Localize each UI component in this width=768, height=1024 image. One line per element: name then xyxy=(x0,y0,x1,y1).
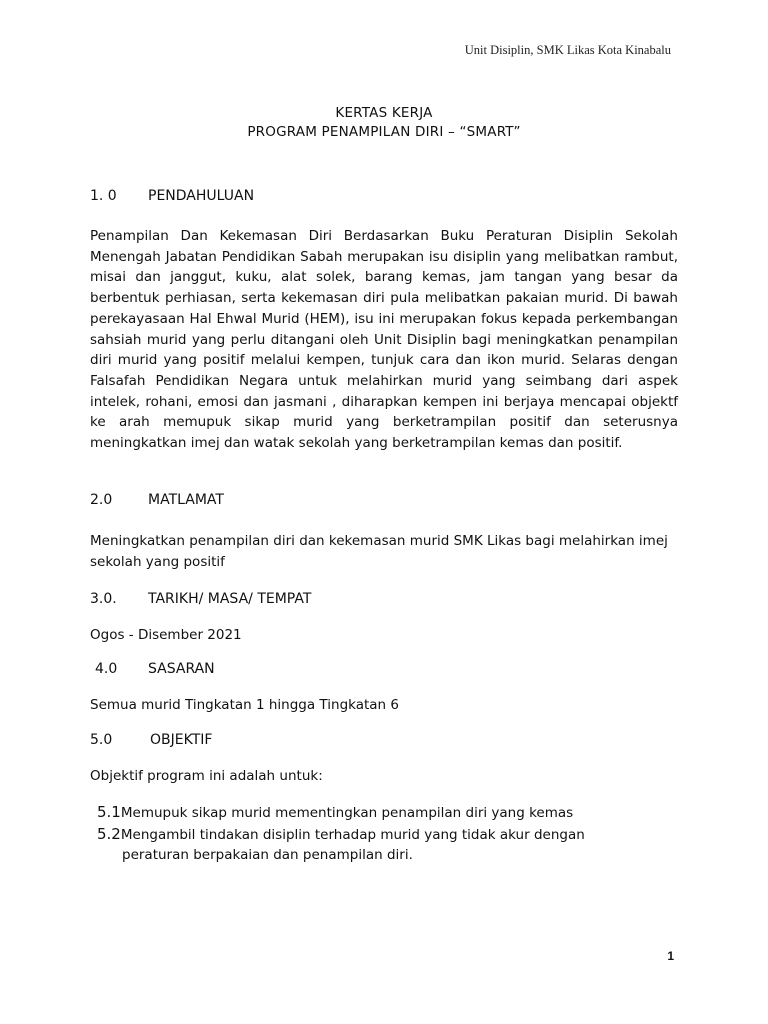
section-heading-pendahuluan xyxy=(90,188,254,204)
running-header: Unit Disiplin, SMK Likas Kota Kinabalu xyxy=(464,43,671,57)
page-number: 1 xyxy=(667,949,674,963)
section-heading-matlamat xyxy=(90,492,224,508)
section-title: OBJEKTIF xyxy=(150,732,213,748)
section-title: TARIKH/ MASA/ TEMPAT xyxy=(148,591,312,607)
section-body-pendahuluan: Penampilan Dan Kekemasan Diri Berdasarkan Buku Peraturan Disiplin Sekolah Menengah Jabatan Pendidikan Sabah merupakan isu disiplin yang melibatkan rambut, misai dan janggut, kuku, alat solek, barang kemas, jam tangan yang besar da berbentuk perhiasan, serta kekemasan diri pula melibatkan pakaian murid. Di bawah perekayasaan Hal Ehwal Murid (HEM), isu ini merupakan fokus kepada perkembangan sahsiah murid yang perlu ditangani oleh Unit Disiplin bagi meningkatkan penampilan diri murid yang positif melalui kempen, tunjuk cara dan ikon murid. Selaras dengan Falsafah Pendidikan Negara untuk melahirkan murid yang seimbang dari aspek intelek, rohani, emosi dan jasmani , diharapkan kempen ini berjaya mencapai objektf ke arah memupuk sikap murid yang berketrampilan positif dan seterusnya meningkatkan imej dan watak sekolah yang berketrampilan kemas dan positif. xyxy=(90,228,678,452)
section-title: MATLAMAT xyxy=(148,492,224,508)
section-title: PENDAHULUAN xyxy=(148,188,255,204)
section-heading-tarikh xyxy=(90,591,311,607)
objective-item xyxy=(97,803,573,821)
section-number: 1. 0 xyxy=(90,188,117,204)
section-heading-objektif xyxy=(90,732,212,748)
section-number: 4.0 xyxy=(95,661,118,677)
section-number: 5.0 xyxy=(90,732,113,748)
objective-text: Memupuk sikap murid mementingkan penampilan diri yang kemas xyxy=(120,805,574,821)
objective-item xyxy=(97,825,585,843)
section-body-objektif: Objektif program ini adalah untuk: xyxy=(90,768,323,784)
objective-text-continued: peraturan berpakaian dan penampilan diri. xyxy=(122,847,413,863)
section-body-matlamat: Meningkatkan penampilan diri dan kekemasan murid SMK Likas bagi melahirkan imej sekolah yang positif xyxy=(90,533,668,570)
section-number: 2.0 xyxy=(90,492,113,508)
section-heading-sasaran xyxy=(95,661,215,677)
section-number: 3.0. xyxy=(90,591,117,607)
section-body-sasaran: Semua murid Tingkatan 1 hingga Tingkatan 6 xyxy=(90,697,399,713)
section-body-tarikh: Ogos - Disember 2021 xyxy=(90,627,242,643)
document-title: KERTAS KERJA xyxy=(335,105,433,121)
objective-number: 5.1 xyxy=(97,803,121,821)
objective-number: 5.2 xyxy=(97,825,121,843)
section-title: SASARAN xyxy=(148,661,215,677)
objective-text: Mengambil tindakan disiplin terhadap murid yang tidak akur dengan xyxy=(120,827,585,843)
document-subtitle: PROGRAM PENAMPILAN DIRI – “SMART” xyxy=(247,124,521,140)
